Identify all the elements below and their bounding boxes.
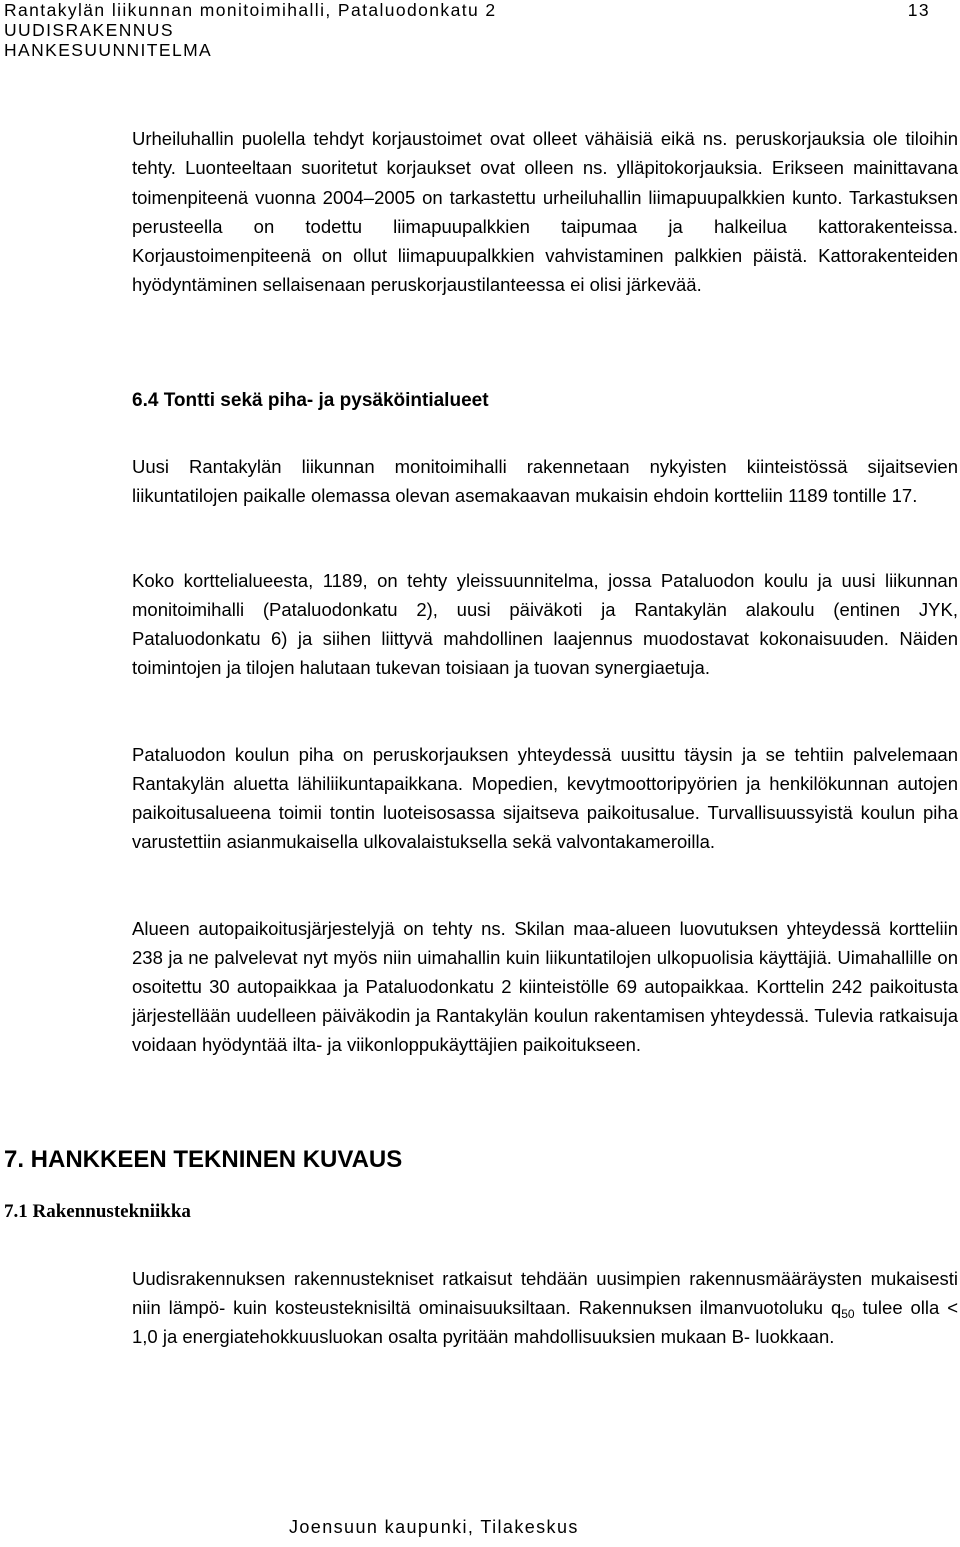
paragraph-site-location: Uusi Rantakylän liikunnan monitoimihalli rakennetaan nykyisten kiinteistössä sijaitsevien liikuntatilojen paikalle olemassa olevan asemakaavan mukaisin ehdoin kortteliin 1189 tontille 17. — [132, 456, 958, 506]
paragraph-parking: Alueen autopaikoitusjärjestelyjä on tehty ns. Skilan maa-alueen luovutuksen yhteydessä kortteliin 238 ja ne palvelevat nyt myös niin uimahallin kuin liikuntatilojen ulkopuolisia käyttäjiä. Uimahallille on osoitettu 30 autopaikkaa ja Pataluodonkatu 2 kiinteistölle 69 autopaikkaa. Korttelin 242 paikoitusta järjestellään uudelleen päiväkodin ja Rantakylän koulun rakentamisen yhteydessä. Tulevia ratkaisuja voidaan hyödyntää ilta- ja viikonloppukäyttäjien paikoitukseen. — [132, 918, 958, 1055]
q50-subscript: 50 — [841, 1307, 855, 1321]
section-heading-7: 7. HANKKEEN TEKNINEN KUVAUS — [4, 1146, 403, 1173]
document-footer: Joensuun kaupunki, Tilakeskus — [289, 1517, 579, 1537]
header-document-type: HANKESUUNNITELMA — [4, 40, 213, 60]
document-header — [4, 0, 954, 60]
header-project-type: UUDISRAKENNUS — [4, 20, 174, 40]
section-heading-7-1: 7.1 Rakennustekniikka — [4, 1201, 191, 1222]
paragraph-repairs: Urheiluhallin puolella tehdyt korjaustoimet ovat olleet vähäisiä eikä ns. peruskorjauksia ole tiloihin tehty. Luonteeltaan suoritetut korjaukset ovat olleen ns. ylläpitokorjauksia. Erikseen mainittavana toimenpiteenä vuonna 2004–2005 on tarkastettu urheiluhallin liimapuupalkkien kunto. Tarkastuksen perusteella on todettu liimapuupalkkien taipumaa ja halkeilua kattorakenteissa. Korjaustoimenpiteenä on ollut liimapuupalkkien vahvistaminen palkkien päistä. Kattorakenteiden hyödyntäminen sellaisenaan peruskorjaustilanteessa ei olisi järkevää. — [132, 128, 958, 296]
paragraph-building-technology-end: tulee olla < 1,0 ja energiatehokkuusluokan osalta pyritään mahdollisuuksien mukaan B- luokkaan. — [132, 1297, 958, 1347]
paragraph-building-technology-start: Uudisrakennuksen rakennustekniset ratkaisut tehdään uusimpien rakennusmääräysten mukaisesti niin lämpö- kuin kosteusteknisiltä ominaisuuksiltaan. Rakennuksen ilmanvuotoluku q — [132, 1268, 958, 1318]
section-heading-6-4: 6.4 Tontti sekä piha- ja pysäköintialueet — [132, 390, 489, 411]
header-project-title: Rantakylän liikunnan monitoimihalli, Pataluodonkatu 2 — [4, 0, 497, 20]
paragraph-block-plan: Koko korttelialueesta, 1189, on tehty yleissuunnitelma, jossa Pataluodon koulu ja uusi liikunnan monitoimihalli (Pataluodonkatu 2), uusi päiväkoti ja Rantakylän alakoulu (entinen JYK, Pataluodonkatu 6) ja siihen liittyvä mahdollinen laajennus muodostavat kokonaisuuden. Näiden toimintojen ja tilojen halutaan tukevan toisiaan ja tuovan synergiaetuja. — [132, 570, 958, 678]
paragraph-school-yard: Pataluodon koulun piha on peruskorjauksen yhteydessä uusittu täysin ja se tehtiin palvelemaan Rantakylän aluetta lähiliikuntapaikkana. Mopedien, kevytmoottoripyörien ja henkilökunnan autojen paikoitusalueena toimii tontin luoteisosassa sijaitseva paikoitusalue. Turvallisuussyistä koulun piha varustettiin asianmukaisella ulkovalaistuksella sekä valvontakameroilla. — [132, 744, 958, 852]
page-number: 13 — [907, 0, 930, 20]
paragraph-building-technology — [132, 1264, 958, 1351]
